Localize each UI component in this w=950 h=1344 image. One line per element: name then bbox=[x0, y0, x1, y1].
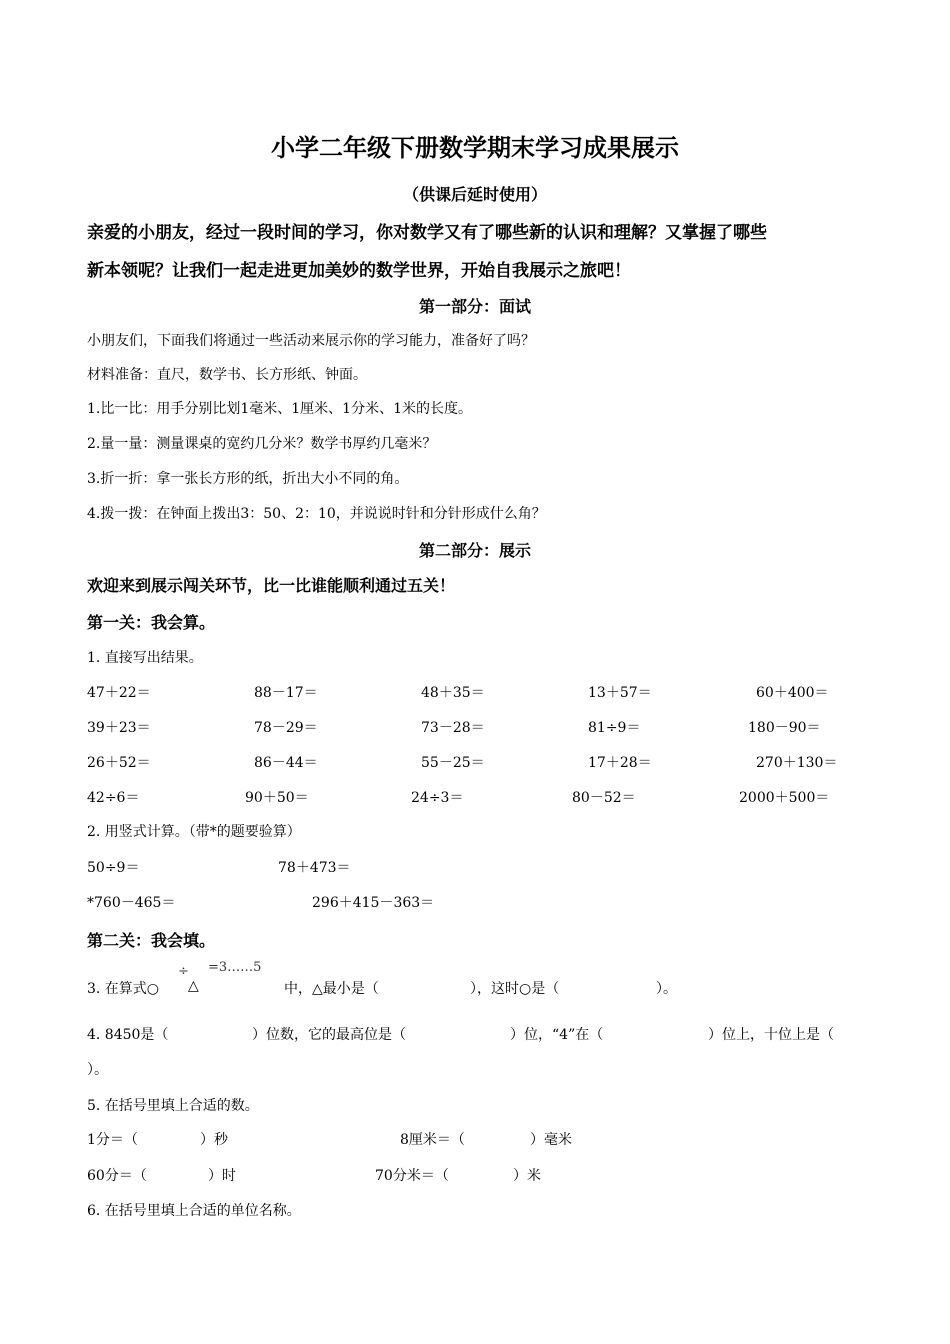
part1-item-4: 4.拨一拨：在钟面上拨出3：50、2：10，并说说时针和分针形成什么角？ bbox=[87, 506, 546, 522]
vertical-calc: 296＋415－363＝ bbox=[312, 895, 435, 911]
part1-intro: 小朋友们，下面我们将通过一些活动来展示你的学习能力，准备好了吗？ bbox=[87, 333, 535, 349]
calc-cell: 24÷3＝ bbox=[411, 790, 464, 806]
question-5: 5. 在括号里填上合适的数。 bbox=[87, 1098, 259, 1114]
vertical-calc: *760－465＝ bbox=[87, 895, 176, 911]
calc-cell: 26＋52＝ bbox=[87, 755, 151, 771]
calc-cell: 78－29＝ bbox=[254, 720, 318, 736]
question-2: 2. 用竖式计算。（带*的题要验算） bbox=[87, 824, 301, 840]
level1-heading: 第一关：我会算。 bbox=[87, 613, 216, 632]
level2-heading: 第二关：我会填。 bbox=[87, 931, 216, 950]
calc-cell: 48＋35＝ bbox=[421, 685, 485, 701]
question-4-part-e: ）。 bbox=[87, 1062, 108, 1078]
question-3-mid2: ），这时○是（ bbox=[470, 981, 560, 997]
calc-cell: 60＋400＝ bbox=[756, 685, 829, 701]
fill-item: ）秒 bbox=[200, 1132, 228, 1148]
divide-sign: ÷ bbox=[178, 964, 189, 979]
part1-item-2: 2.量一量：测量课桌的宽约几分米？数学书厚约几毫米？ bbox=[87, 436, 437, 452]
part1-item-3: 3.折一折：拿一张长方形的纸，折出大小不同的角。 bbox=[87, 471, 409, 487]
fill-item: 60分＝（ bbox=[87, 1168, 147, 1184]
vertical-calc: 78＋473＝ bbox=[278, 860, 351, 876]
calc-cell: 90＋50＝ bbox=[245, 790, 309, 806]
calc-cell: 47＋22＝ bbox=[87, 685, 151, 701]
calc-cell: 17＋28＝ bbox=[588, 755, 652, 771]
part1-materials: 材料准备：直尺，数学书、长方形纸、钟面。 bbox=[87, 367, 367, 383]
calc-cell: 2000＋500＝ bbox=[739, 790, 830, 806]
calc-cell: 270＋130＝ bbox=[756, 755, 838, 771]
calc-cell: 42÷6＝ bbox=[87, 790, 140, 806]
equation-result: =3……5 bbox=[208, 960, 262, 975]
question-4-part-d: ）位上，十位上是（ bbox=[708, 1027, 834, 1043]
triangle-symbol: △ bbox=[188, 978, 199, 994]
fill-item: ）时 bbox=[208, 1168, 236, 1184]
calc-cell: 13＋57＝ bbox=[588, 685, 652, 701]
fill-item: 1分＝（ bbox=[87, 1132, 138, 1148]
part2-heading: 第二部分：展示 bbox=[418, 541, 531, 560]
question-4-part-b: ）位数，它的最高位是（ bbox=[252, 1027, 406, 1043]
calc-cell: 81÷9＝ bbox=[588, 720, 641, 736]
calc-cell: 180－90＝ bbox=[748, 720, 821, 736]
question-4-part-a: 4. 8450是（ bbox=[87, 1027, 169, 1043]
calc-cell: 73－28＝ bbox=[421, 720, 485, 736]
question-3-prefix: 3. 在算式○ bbox=[87, 981, 160, 997]
calc-cell: 88－17＝ bbox=[254, 685, 318, 701]
fill-item: 70分米＝（ bbox=[375, 1168, 449, 1184]
fill-item: ）米 bbox=[513, 1168, 541, 1184]
part2-welcome: 欢迎来到展示闯关环节，比一比谁能顺利通过五关！ bbox=[87, 576, 456, 595]
fill-item: 8厘米＝（ bbox=[400, 1132, 465, 1148]
vertical-calc: 50÷9＝ bbox=[87, 860, 140, 876]
intro-line-2: 新本领呢？让我们一起走进更加美妙的数学世界，开始自我展示之旅吧！ bbox=[87, 261, 631, 281]
question-6: 6. 在括号里填上合适的单位名称。 bbox=[87, 1203, 301, 1219]
intro-line-1: 亲爱的小朋友，经过一段时间的学习，你对数学又有了哪些新的认识和理解？又掌握了哪些 bbox=[87, 223, 767, 243]
calc-cell: 80－52＝ bbox=[572, 790, 636, 806]
calc-cell: 55－25＝ bbox=[421, 755, 485, 771]
calc-cell: 86－44＝ bbox=[254, 755, 318, 771]
fill-item: ）毫米 bbox=[530, 1132, 572, 1148]
question-1: 1. 直接写出结果。 bbox=[87, 650, 203, 666]
part1-item-1: 1.比一比：用手分别比划1毫米、1厘米、1分米、1米的长度。 bbox=[87, 401, 472, 417]
page-title: 小学二年级下册数学期末学习成果展示 bbox=[271, 133, 679, 162]
question-4-part-c: ）位，“4”在（ bbox=[510, 1027, 604, 1043]
question-3-end: ）。 bbox=[656, 981, 677, 997]
page-subtitle: （供课后延时使用） bbox=[402, 185, 547, 204]
calc-cell: 39＋23＝ bbox=[87, 720, 151, 736]
part1-heading: 第一部分：面试 bbox=[418, 297, 531, 316]
question-3-mid: 中，△最小是（ bbox=[284, 981, 379, 997]
